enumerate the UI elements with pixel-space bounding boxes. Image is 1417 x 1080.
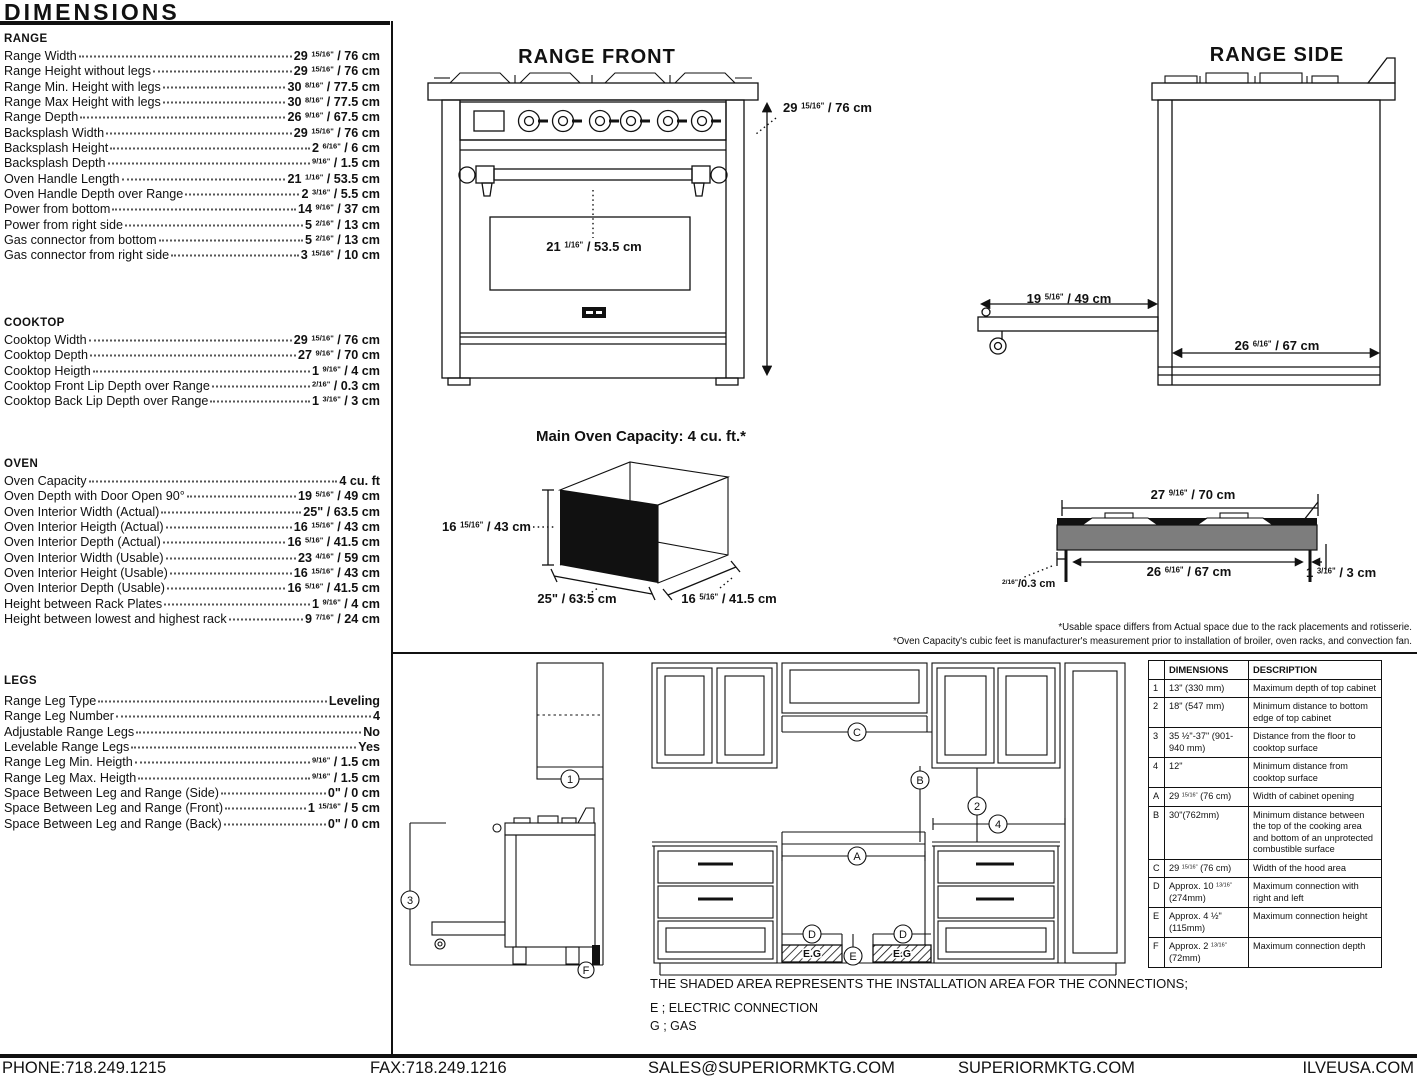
spec-row bbox=[4, 218, 380, 233]
spec-value: 16 $^{15/16"}$ / 43 cm bbox=[293, 520, 380, 535]
spec-row bbox=[4, 694, 380, 709]
table-cell-id: D bbox=[1149, 878, 1165, 908]
spec-value: 5 $^{2/16"}$ / 13 cm bbox=[304, 233, 380, 248]
leader-dots bbox=[161, 511, 301, 513]
footnotes bbox=[792, 621, 1412, 648]
spec-label: Oven Interior Depth (Usable) bbox=[4, 581, 165, 596]
spec-label: Cooktop Depth bbox=[4, 348, 89, 363]
open-door bbox=[978, 308, 1158, 354]
leader-dots bbox=[170, 573, 292, 575]
spec-value: 29 $^{15/16"}$ / 76 cm bbox=[293, 49, 380, 63]
spec-row bbox=[4, 348, 380, 363]
spec-row bbox=[4, 725, 380, 740]
capacity-width-label: 25" / 63.5 cm bbox=[537, 591, 617, 606]
table-row bbox=[1149, 859, 1382, 878]
table-cell-dimensions: Approx. 4 ½" (115mm) bbox=[1165, 908, 1249, 938]
spec-value: 16 $^{15/16"}$ / 43 cm bbox=[293, 566, 380, 581]
spec-label: Oven Interior Depth (Actual) bbox=[4, 535, 161, 550]
spec-row bbox=[4, 172, 380, 187]
spec-value: $^{9/16"}$ / 1.5 cm bbox=[312, 755, 380, 770]
spec-label: Space Between Leg and Range (Back) bbox=[4, 816, 222, 831]
spec-row bbox=[4, 535, 380, 550]
horizontal-divider bbox=[392, 652, 1417, 654]
section-header-oven: OVEN bbox=[4, 458, 39, 470]
callout-4 bbox=[989, 815, 1007, 833]
spec-row bbox=[4, 786, 380, 801]
table-cell-id: E bbox=[1149, 908, 1165, 938]
footer-email: SALES@SUPERIORMKTG.COM bbox=[648, 1059, 895, 1077]
spec-label: Oven Handle Length bbox=[4, 171, 120, 186]
spec-value: 4 cu. ft bbox=[339, 474, 380, 488]
legend-electric: E ; ELECTRIC CONNECTION bbox=[650, 1001, 819, 1015]
cooktop-inner-label: 26 $^{6/16"}$ / 67 cm bbox=[1146, 564, 1232, 579]
leader-dots bbox=[80, 117, 285, 119]
spec-value: $^{2/16"}$ / 0.3 cm bbox=[312, 379, 380, 394]
table-cell-id: C bbox=[1149, 859, 1165, 878]
spec-label: Oven Interior Width (Actual) bbox=[4, 504, 160, 519]
leader-dots bbox=[171, 255, 299, 257]
table-row bbox=[1149, 908, 1382, 938]
leader-dots bbox=[131, 747, 356, 749]
footer-brand: ILVEUSA.COM bbox=[1302, 1059, 1414, 1077]
range-front-title: RANGE FRONT bbox=[518, 46, 676, 68]
leader-dots bbox=[163, 542, 286, 544]
svg-text:D: D bbox=[808, 929, 816, 941]
spec-row bbox=[4, 520, 380, 535]
spec-label: Oven Handle Depth over Range bbox=[4, 187, 184, 202]
spec-value: 25" / 63.5 cm bbox=[303, 504, 380, 519]
spec-value: 23 $^{4/16"}$ / 59 cm bbox=[297, 550, 380, 565]
spec-row bbox=[4, 597, 380, 612]
spec-value: 1 $^{9/16"}$ / 4 cm bbox=[312, 363, 380, 378]
spec-value: 30 $^{8/16"}$ / 77.5 cm bbox=[287, 79, 380, 94]
dimensions-table bbox=[1148, 660, 1382, 968]
callout-C bbox=[848, 723, 866, 741]
vertical-divider bbox=[391, 21, 393, 1056]
dark-face bbox=[560, 490, 658, 583]
spec-row bbox=[4, 202, 380, 217]
leader-dots bbox=[116, 716, 371, 718]
table-cell-description: Maximum connection depth bbox=[1249, 938, 1382, 968]
table-row bbox=[1149, 758, 1382, 788]
knobs bbox=[519, 111, 722, 132]
range-side-title: RANGE SIDE bbox=[1209, 44, 1345, 66]
callout-2 bbox=[968, 797, 986, 815]
leader-dots bbox=[138, 777, 310, 779]
spec-value: No bbox=[363, 724, 380, 739]
spec-row bbox=[4, 801, 380, 816]
leader-dots bbox=[212, 386, 310, 388]
oven-spec-section bbox=[4, 458, 380, 627]
spec-label: Oven Interior Height (Usable) bbox=[4, 566, 168, 581]
height-dimension-arrow bbox=[756, 104, 776, 374]
spec-label: Cooktop Heigth bbox=[4, 363, 91, 378]
table-cell-dimensions: Approx. 2 $^{13/16"}$ (72mm) bbox=[1165, 938, 1249, 968]
table-row bbox=[1149, 728, 1382, 758]
table-cell-dimensions: 35 ½"-37" (901-940 mm) bbox=[1165, 728, 1249, 758]
installation-diagram bbox=[398, 658, 1148, 980]
spec-value: 14 $^{9/16"}$ / 37 cm bbox=[297, 202, 380, 217]
spec-row bbox=[4, 474, 380, 489]
spec-label: Range Leg Min. Heigth bbox=[4, 755, 133, 770]
callout-1 bbox=[561, 770, 579, 788]
table-row bbox=[1149, 698, 1382, 728]
range-spec-section bbox=[4, 33, 380, 264]
leader-dots bbox=[163, 86, 286, 88]
spec-value: 2 $^{6/16"}$ / 6 cm bbox=[312, 141, 380, 156]
spec-row bbox=[4, 505, 380, 520]
spec-row bbox=[4, 110, 380, 125]
range-spec-rows bbox=[4, 49, 380, 264]
spec-row bbox=[4, 755, 380, 770]
spec-label: Height between Rack Plates bbox=[4, 596, 163, 611]
svg-text:3: 3 bbox=[406, 895, 414, 907]
footnote-line: *Usable space differs from Actual space due to the rack placements and rotisserie. bbox=[1058, 622, 1412, 633]
table-cell-dimensions: 29 $^{15/16"}$ (76 cm) bbox=[1165, 788, 1249, 807]
table-cell-description: Maximum connection height bbox=[1249, 908, 1382, 938]
spec-row bbox=[4, 379, 380, 394]
leader-dots bbox=[89, 481, 338, 483]
callout-3 bbox=[401, 891, 419, 909]
callout-E bbox=[844, 947, 862, 965]
section-header-cooktop: COOKTOP bbox=[4, 317, 65, 329]
eg-label-left: E.G bbox=[802, 948, 822, 960]
leader-dots bbox=[108, 163, 310, 165]
door-roller bbox=[990, 338, 1006, 354]
spec-value: 29 $^{15/16"}$ / 76 cm bbox=[293, 125, 380, 140]
spec-row bbox=[4, 566, 380, 581]
spec-value: 9 $^{7/16"}$ / 24 cm bbox=[304, 612, 380, 627]
spec-row bbox=[4, 771, 380, 786]
spec-label: Oven Capacity bbox=[4, 474, 87, 488]
eg-label-right: E.G bbox=[892, 948, 912, 960]
spec-row bbox=[4, 740, 380, 755]
spec-value: Leveling bbox=[328, 694, 380, 708]
table-cell-description: Maximum connection with right and left bbox=[1249, 878, 1382, 908]
spec-value: 21 $^{1/16"}$ / 53.5 cm bbox=[287, 171, 380, 186]
callout-D-left bbox=[803, 925, 821, 943]
connection-strip bbox=[592, 945, 600, 965]
range-front-handle-label: 21 $^{1/16"}$ / 53.5 cm bbox=[546, 239, 642, 254]
table-cell-description: Width of the hood area bbox=[1249, 859, 1382, 878]
table-cell-description: Minimum distance to bottom edge of top cabinet bbox=[1249, 698, 1382, 728]
spec-row bbox=[4, 80, 380, 95]
spec-value: 30 $^{8/16"}$ / 77.5 cm bbox=[287, 95, 380, 110]
table-cell-id: 2 bbox=[1149, 698, 1165, 728]
table-cell-dimensions: 12" bbox=[1165, 758, 1249, 788]
spec-row bbox=[4, 233, 380, 248]
table-cell-id: 4 bbox=[1149, 758, 1165, 788]
spec-value: 29 $^{15/16"}$ / 76 cm bbox=[293, 64, 380, 79]
leader-dots bbox=[224, 823, 326, 825]
spec-label: Range Min. Height with legs bbox=[4, 79, 161, 94]
spec-label: Height between lowest and highest rack bbox=[4, 612, 227, 627]
spec-label: Range Max Height with legs bbox=[4, 95, 161, 110]
footer-rule bbox=[0, 1054, 1417, 1058]
section-header-range: RANGE bbox=[4, 33, 48, 45]
table-row bbox=[1149, 788, 1382, 807]
spec-label: Cooktop Back Lip Depth over Range bbox=[4, 394, 209, 409]
spec-label: Range Height without legs bbox=[4, 64, 152, 79]
spec-label: Adjustable Range Legs bbox=[4, 724, 135, 739]
spec-value: Yes bbox=[358, 740, 380, 755]
spec-row bbox=[4, 187, 380, 202]
legs-spec-section bbox=[4, 675, 380, 832]
leader-dots bbox=[164, 603, 310, 605]
leader-dots bbox=[135, 762, 310, 764]
range-side-diagram bbox=[950, 50, 1412, 390]
handle-bar bbox=[494, 169, 692, 180]
svg-text:C: C bbox=[853, 727, 861, 739]
spec-value: $^{9/16"}$ / 1.5 cm bbox=[312, 770, 380, 785]
backsplash-profile bbox=[1368, 58, 1395, 83]
spec-value: $^{9/16"}$ / 1.5 cm bbox=[312, 156, 380, 171]
leader-dots bbox=[112, 209, 296, 211]
table-cell-description: Distance from the floor to cooktop surface bbox=[1249, 728, 1382, 758]
spec-row bbox=[4, 817, 380, 832]
cooktop-spec-section bbox=[4, 317, 380, 410]
svg-text:2: 2 bbox=[973, 801, 981, 813]
leader-dots bbox=[185, 194, 299, 196]
spec-label: Levelable Range Legs bbox=[4, 740, 130, 755]
table-cell-description: Minimum distance from cooktop surface bbox=[1249, 758, 1382, 788]
table-row bbox=[1149, 938, 1382, 968]
spec-value: 29 $^{15/16"}$ / 76 cm bbox=[293, 333, 380, 347]
display bbox=[474, 111, 504, 131]
svg-text:A: A bbox=[853, 851, 861, 863]
table-cell-dimensions: 29 $^{15/16"}$ (76 cm) bbox=[1165, 859, 1249, 878]
spec-row bbox=[4, 95, 380, 110]
spec-label: Range Leg Max. Heigth bbox=[4, 770, 137, 785]
legend-gas: G ; GAS bbox=[650, 1019, 697, 1033]
side-install-view bbox=[410, 663, 603, 965]
footer-phone: PHONE:718.249.1215 bbox=[2, 1059, 167, 1077]
leader-dots bbox=[225, 808, 306, 810]
leader-dots bbox=[229, 619, 303, 621]
table-cell-dimensions: Approx. 10 $^{13/16"}$ (274mm) bbox=[1165, 878, 1249, 908]
spec-label: Range Width bbox=[4, 49, 77, 63]
spec-label: Backsplash Depth bbox=[4, 156, 106, 171]
spec-value: 1 $^{3/16"}$ / 3 cm bbox=[312, 394, 380, 409]
spec-value: 19 $^{5/16"}$ / 49 cm bbox=[297, 489, 380, 504]
logo-badge bbox=[582, 307, 606, 318]
cooktop-body bbox=[1057, 525, 1317, 550]
footer-website: SUPERIORMKTG.COM bbox=[958, 1059, 1135, 1077]
spec-row bbox=[4, 64, 380, 79]
page-title: DIMENSIONS bbox=[4, 0, 180, 25]
callout-F bbox=[578, 962, 594, 978]
callout-D-right bbox=[894, 925, 912, 943]
spec-label: Cooktop Front Lip Depth over Range bbox=[4, 379, 210, 394]
cooktop-right-label: 1 $^{3/16"}$ / 3 cm bbox=[1306, 565, 1377, 580]
leader-dots bbox=[110, 148, 310, 150]
wall-cabinet bbox=[537, 663, 603, 779]
spec-value: 5 $^{2/16"}$ / 13 cm bbox=[304, 217, 380, 232]
table-cell-description: Minimum distance between the top of the cooking area and bottom of an unprotected combustible surface bbox=[1249, 806, 1382, 859]
table-cell-id: 1 bbox=[1149, 679, 1165, 698]
cooktop-spec-rows bbox=[4, 333, 380, 410]
svg-text:D: D bbox=[899, 929, 907, 941]
legs-spec-rows bbox=[4, 694, 380, 832]
spec-row bbox=[4, 49, 380, 64]
leader-dots bbox=[153, 71, 292, 73]
spec-value: 1 $^{15/16"}$ / 5 cm bbox=[307, 801, 380, 816]
footnote-line: *Oven Capacity's cubic feet is manufacturer's measurement prior to installation of broiler, oven racks, and convection fan. bbox=[892, 635, 1412, 647]
range-side-depth-label: 26 $^{6/16"}$ / 67 cm bbox=[1234, 338, 1320, 353]
table-cell-description: Width of cabinet opening bbox=[1249, 788, 1382, 807]
spec-row bbox=[4, 709, 380, 724]
spec-value: 26 $^{9/16"}$ / 67.5 cm bbox=[287, 110, 380, 125]
table-cell-id: F bbox=[1149, 938, 1165, 968]
leader-dots bbox=[79, 56, 292, 58]
table-cell-id: B bbox=[1149, 806, 1165, 859]
leader-dots bbox=[136, 731, 361, 733]
table-header-dimensions: DIMENSIONS bbox=[1165, 661, 1249, 680]
spec-row bbox=[4, 333, 380, 348]
spec-label: Oven Interior Width (Usable) bbox=[4, 550, 164, 565]
spec-label: Range Leg Number bbox=[4, 709, 114, 724]
spec-row bbox=[4, 141, 380, 156]
spec-label: Backsplash Width bbox=[4, 125, 105, 140]
spec-label: Space Between Leg and Range (Front) bbox=[4, 801, 224, 816]
front-install-view bbox=[652, 663, 1125, 975]
spec-value: 27 $^{9/16"}$ / 70 cm bbox=[297, 348, 380, 363]
spec-row bbox=[4, 394, 380, 409]
spec-label: Range Depth bbox=[4, 110, 79, 125]
leader-dots bbox=[89, 340, 292, 342]
table-cell-description: Maximum depth of top cabinet bbox=[1249, 679, 1382, 698]
cooktop-left-label: $^{2/16"}$/0.3 cm bbox=[1002, 578, 1056, 590]
spec-label: Range Leg Type bbox=[4, 694, 97, 708]
spec-value: 0" / 0 cm bbox=[327, 786, 380, 801]
leader-dots bbox=[93, 370, 310, 372]
door-hinge-knob bbox=[982, 308, 990, 316]
spec-value: 16 $^{5/16"}$ / 41.5 cm bbox=[287, 535, 380, 550]
table-cell-dimensions: 18" (547 mm) bbox=[1165, 698, 1249, 728]
table-row bbox=[1149, 806, 1382, 859]
callout-B bbox=[911, 771, 929, 789]
section-header-legs: LEGS bbox=[4, 675, 37, 687]
callout-A bbox=[848, 847, 866, 865]
table-cell-id: 3 bbox=[1149, 728, 1165, 758]
spec-value: 16 $^{5/16"}$ / 41.5 cm bbox=[287, 581, 380, 596]
leader-dots bbox=[163, 102, 286, 104]
range-front-diagram bbox=[420, 56, 798, 390]
spec-row bbox=[4, 551, 380, 566]
burner-grates bbox=[434, 73, 752, 83]
spec-value: 3 $^{15/16"}$ / 10 cm bbox=[300, 248, 380, 263]
capacity-depth-label: 16 $^{5/16"}$ / 41.5 cm bbox=[681, 591, 777, 606]
table-row bbox=[1149, 679, 1382, 698]
oven-capacity-title: Main Oven Capacity: 4 cu. ft.* bbox=[535, 428, 747, 445]
spec-row bbox=[4, 489, 380, 504]
spec-label: Cooktop Width bbox=[4, 333, 87, 347]
spec-row bbox=[4, 126, 380, 141]
oven-spec-rows bbox=[4, 474, 380, 627]
spec-label: Gas connector from right side bbox=[4, 248, 170, 263]
spec-label: Gas connector from bottom bbox=[4, 233, 157, 248]
svg-text:1: 1 bbox=[566, 774, 574, 786]
cooktop-top-label: 27 $^{9/16"}$ / 70 cm bbox=[1150, 487, 1236, 502]
table-header-id bbox=[1149, 661, 1165, 680]
spec-row bbox=[4, 581, 380, 596]
open-door-board bbox=[432, 922, 505, 935]
burner-profile bbox=[1165, 73, 1338, 83]
table-cell-dimensions: 13" (330 mm) bbox=[1165, 679, 1249, 698]
spec-row bbox=[4, 156, 380, 171]
spec-label: Oven Interior Heigth (Actual) bbox=[4, 520, 164, 535]
leader-dots bbox=[166, 557, 296, 559]
range-front-height-label: 29 $^{15/16"}$ / 76 cm bbox=[783, 100, 872, 115]
spec-value: 1 $^{9/16"}$ / 4 cm bbox=[312, 596, 380, 611]
leader-dots bbox=[166, 527, 292, 529]
spec-label: Power from bottom bbox=[4, 202, 111, 217]
footer-fax: FAX:718.249.1216 bbox=[370, 1059, 507, 1077]
spec-row bbox=[4, 612, 380, 627]
spec-value: 4 bbox=[372, 709, 380, 724]
range-side-door-label: 19 $^{5/16"}$ / 49 cm bbox=[1026, 291, 1112, 306]
table-cell-dimensions: 30"(762mm) bbox=[1165, 806, 1249, 859]
table-row bbox=[1149, 878, 1382, 908]
spec-label: Backsplash Height bbox=[4, 141, 109, 156]
spec-value: 0" / 0 cm bbox=[327, 816, 380, 831]
svg-text:F: F bbox=[582, 965, 590, 977]
installation-caption: THE SHADED AREA REPRESENTS THE INSTALLATION AREA FOR THE CONNECTIONS; bbox=[650, 976, 1188, 991]
control-panel bbox=[460, 102, 726, 150]
spec-label: Space Between Leg and Range (Side) bbox=[4, 786, 219, 801]
handle-ball-right bbox=[711, 167, 727, 183]
leader-dots bbox=[98, 701, 327, 703]
leader-dots bbox=[90, 355, 296, 357]
leader-dots bbox=[159, 240, 303, 242]
leader-dots bbox=[210, 401, 310, 403]
spec-row bbox=[4, 364, 380, 379]
spec-label: Oven Depth with Door Open 90° bbox=[4, 489, 185, 504]
spec-value: 2 $^{3/16"}$ / 5.5 cm bbox=[301, 187, 380, 202]
spec-label: Power from right side bbox=[4, 217, 123, 232]
table-header-row bbox=[1149, 661, 1382, 680]
leader-dots bbox=[125, 224, 303, 226]
svg-text:4: 4 bbox=[994, 819, 1002, 831]
capacity-height-label: 16 $^{15/16"}$ / 43 cm bbox=[442, 519, 531, 534]
svg-text:B: B bbox=[916, 775, 924, 787]
table-header-description: DESCRIPTION bbox=[1249, 661, 1382, 680]
leader-dots bbox=[221, 793, 326, 795]
leader-dots bbox=[167, 588, 285, 590]
leader-dots bbox=[122, 178, 286, 180]
leader-dots bbox=[106, 132, 292, 134]
svg-text:E: E bbox=[849, 951, 857, 963]
spec-row bbox=[4, 248, 380, 263]
leader-dots bbox=[187, 496, 296, 498]
handle-ball-left bbox=[459, 167, 475, 183]
table-cell-id: A bbox=[1149, 788, 1165, 807]
